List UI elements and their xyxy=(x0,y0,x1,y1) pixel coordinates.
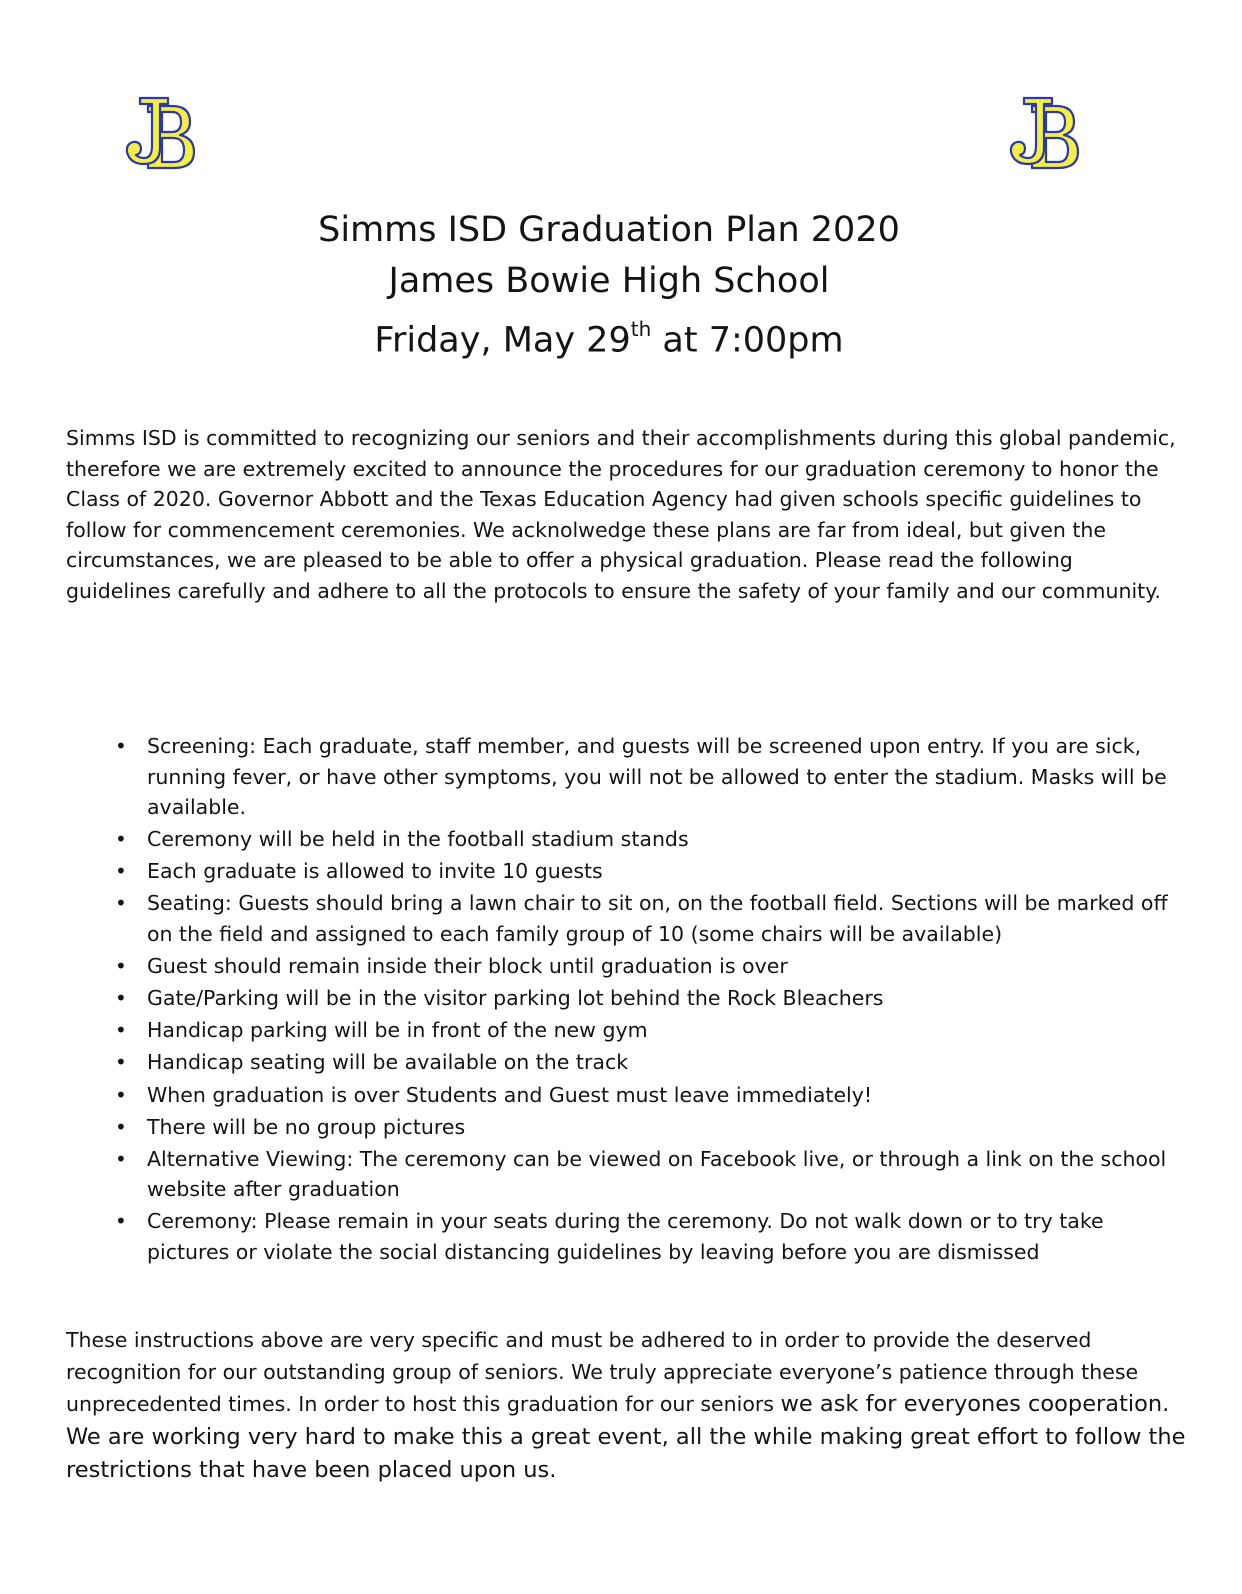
guideline-text: Gate/Parking will be in the visitor parking lot behind the Rock Bleachers xyxy=(147,986,884,1011)
guideline-text: There will be no group pictures xyxy=(147,1114,466,1139)
list-item xyxy=(0,731,1180,823)
bullet-icon: • xyxy=(115,1209,127,1234)
guideline-text: Ceremony will be held in the football stadium stands xyxy=(147,827,689,852)
bullet-icon: • xyxy=(115,954,127,979)
closing-paragraph xyxy=(66,1325,1186,1487)
guideline-text: Ceremony: Please remain in your seats during the ceremony. Do not walk down or to try take pictures or violate the social distancing guidelines by leaving before you are dismissed xyxy=(147,1209,1104,1264)
document-title xyxy=(0,205,1218,367)
jb-monogram-logo-right xyxy=(1002,92,1084,178)
date-prefix: Friday, May 29 xyxy=(374,320,631,361)
guideline-text: Handicap seating will be available on the track xyxy=(147,1050,629,1075)
jb-monogram-logo-left xyxy=(118,92,200,178)
closing-text-part-1: These instructions above are very specific and must be adhered to in order to provide the deserved recognition for our outstanding group of seniors. We truly appreciate everyone’s patience through these unprecedented times. In order to host this graduation for our seniors xyxy=(66,1328,1139,1416)
closing-text-part-2: we ask for everyones cooperation. We are working very hard to make this a great event, all the while making great effort to follow the restrictions that have been placed upon us. xyxy=(66,1391,1186,1483)
title-line-3 xyxy=(0,307,1218,367)
list-item xyxy=(0,1206,1180,1267)
date-ordinal-suffix: th xyxy=(630,317,652,341)
guideline-text: Alternative Viewing: The ceremony can be viewed on Facebook live, or through a link on the school website after graduation xyxy=(147,1146,1167,1202)
bullet-icon: • xyxy=(115,891,127,916)
list-item xyxy=(0,951,1180,982)
guideline-text: Guest should remain inside their block until graduation is over xyxy=(147,954,788,979)
bullet-icon: • xyxy=(115,1018,127,1043)
title-line-1: Simms ISD Graduation Plan 2020 xyxy=(318,210,900,250)
jb-monogram xyxy=(127,98,194,168)
list-item xyxy=(0,1047,1180,1078)
guideline-text: Handicap parking will be in front of the new gym xyxy=(147,1018,648,1043)
list-item xyxy=(0,983,1180,1014)
guidelines-list xyxy=(0,731,1180,1269)
list-item xyxy=(0,1080,1180,1111)
jb-monogram xyxy=(1011,98,1078,168)
bullet-icon: • xyxy=(115,986,127,1011)
guideline-text: When graduation is over Students and Guest must leave immediately! xyxy=(147,1082,873,1107)
bullet-icon: • xyxy=(115,1082,127,1107)
time-suffix: at 7:00pm xyxy=(651,320,844,361)
bullet-icon: • xyxy=(115,1114,127,1139)
intro-paragraph: Simms ISD is committed to recognizing our seniors and their accomplishments during this global pandemic, therefore we are extremely excited to announce the procedures for our graduation ceremony to honor the Class of 2020. Governor Abbott and the Texas Education Agency had given schools specific guidelines to follow for commencement ceremonies. We acknolwedge these plans are far from ideal, but given the circumstances, we are pleased to be able to offer a physical graduation. Please read the following guidelines carefully and adhere to all the protocols to ensure the safety of your family and our community. xyxy=(66,426,1176,603)
list-item xyxy=(0,824,1180,855)
list-item xyxy=(0,888,1180,949)
guideline-text: Each graduate is allowed to invite 10 guests xyxy=(147,859,603,884)
bullet-icon: • xyxy=(115,734,127,758)
list-item xyxy=(0,856,1180,887)
list-item xyxy=(0,1015,1180,1046)
bullet-icon: • xyxy=(115,827,127,852)
guideline-text: Seating: Guests should bring a lawn chair to sit on, on the football field. Sections will be marked off on the field and assigned to each family group of 10 (some chairs will be available) xyxy=(147,891,1168,947)
list-item xyxy=(0,1112,1180,1143)
title-line-2: James Bowie High School xyxy=(388,261,830,301)
list-item xyxy=(0,1144,1180,1205)
guideline-text: Screening: Each graduate, staff member, and guests will be screened upon entry. If you are sick, running fever, or have other symptoms, you will not be allowed to enter the stadium. Masks will be available. xyxy=(147,734,1167,820)
bullet-icon: • xyxy=(115,1050,127,1075)
bullet-icon: • xyxy=(115,1146,127,1171)
bullet-icon: • xyxy=(115,859,127,884)
